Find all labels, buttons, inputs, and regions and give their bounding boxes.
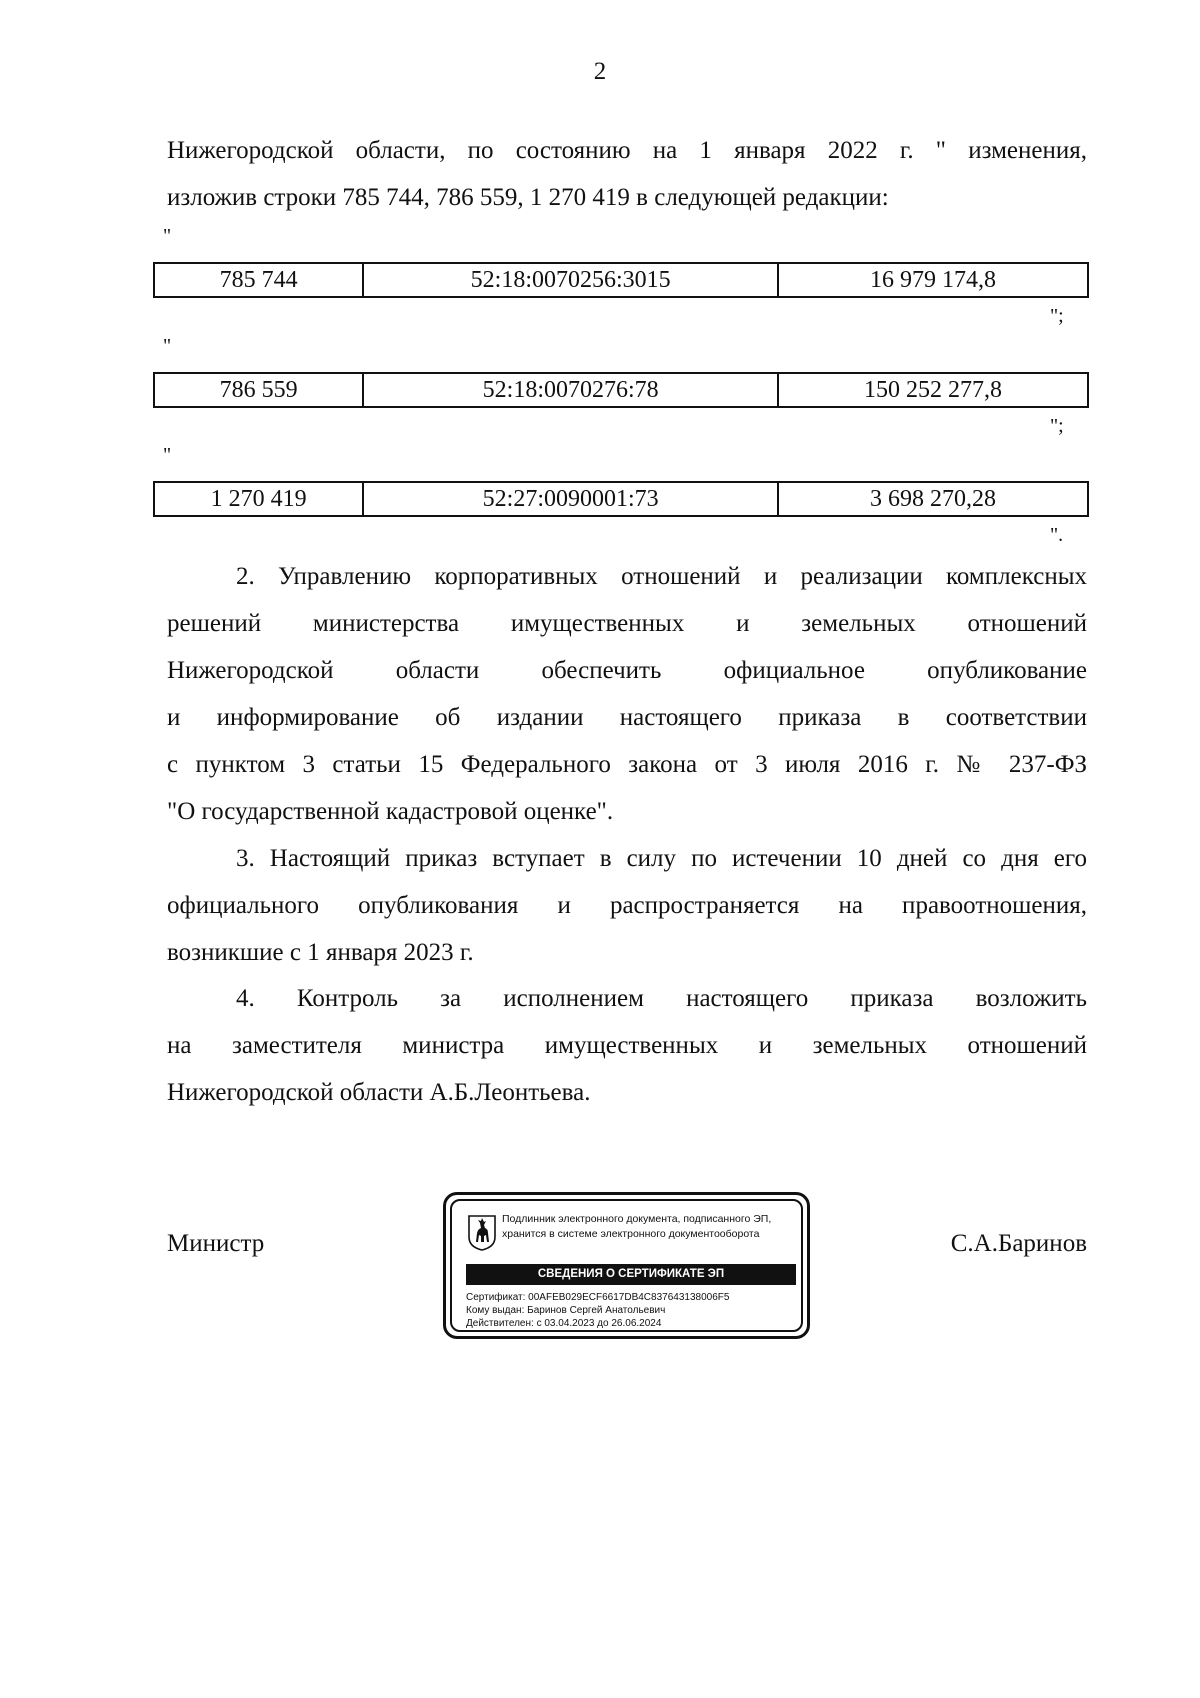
- record-table-1: [153, 262, 1089, 298]
- page-number: 2: [593, 58, 607, 85]
- cadastral-number: 52:18:0070276:78: [363, 373, 778, 407]
- signatory-name: С.А.Баринов: [950, 1230, 1087, 1257]
- table-row: [154, 482, 1088, 516]
- coat-of-arms-icon: [468, 1215, 496, 1251]
- cadastral-number: 52:27:0090001:73: [363, 482, 778, 516]
- e-signature-stamp: [443, 1192, 810, 1339]
- stamp-text-line-2: хранится в системе электронного документооборота: [502, 1228, 760, 1240]
- stamp-inner-frame: [450, 1199, 803, 1332]
- p2-line-6: "О государственной кадастровой оценке".: [167, 798, 614, 825]
- intro-line-1: Нижегородской области, по состоянию на 1 января 2022 г. " изменения,: [167, 137, 1087, 164]
- p2-line-2: решений министерства имущественных и земельных отношений: [167, 610, 1087, 637]
- record-table-3: [153, 481, 1089, 517]
- table-row: [154, 373, 1088, 407]
- close-mark-3: ".: [1050, 524, 1064, 546]
- p2-line-4: и информирование об издании настоящего приказа в соответствии: [167, 704, 1087, 731]
- cadastral-value: 150 252 277,8: [778, 373, 1088, 407]
- open-quote-2: ": [163, 335, 172, 357]
- p2-line-1: 2. Управлению корпоративных отношений и реализации комплексных: [236, 563, 1087, 590]
- p4-line-3: Нижегородской области А.Б.Леонтьева.: [167, 1079, 591, 1106]
- record-number: 785 744: [154, 263, 363, 297]
- p3-line-3: возникшие с 1 января 2023 г.: [167, 939, 474, 966]
- cadastral-value: 3 698 270,28: [778, 482, 1088, 516]
- p3-line-1: 3. Настоящий приказ вступает в силу по истечении 10 дней со дня его: [236, 845, 1087, 872]
- intro-line-2: изложив строки 785 744, 786 559, 1 270 419 в следующей редакции:: [167, 184, 889, 211]
- p2-line-5: с пунктом 3 статьи 15 Федерального закона от 3 июля 2016 г. № 237-ФЗ: [167, 751, 1087, 778]
- stamp-certificate-validity: Действителен: с 03.04.2023 до 26.06.2024: [466, 1318, 662, 1329]
- cadastral-number: 52:18:0070256:3015: [363, 263, 778, 297]
- record-number: 786 559: [154, 373, 363, 407]
- record-table-2: [153, 372, 1089, 408]
- signatory-position: Министр: [167, 1230, 265, 1257]
- close-mark-2: ";: [1050, 415, 1064, 437]
- cadastral-value: 16 979 174,8: [778, 263, 1088, 297]
- open-quote-1: ": [163, 225, 172, 247]
- stamp-certificate-id: Сертификат: 00AFEB029ECF6617DB4C837643138006F5: [466, 1292, 730, 1303]
- stamp-certificate-header: СВЕДЕНИЯ О СЕРТИФИКАТЕ ЭП: [466, 1264, 796, 1285]
- stamp-certificate-owner: Кому выдан: Баринов Сергей Анатольевич: [466, 1305, 666, 1316]
- p3-line-2: официального опубликования и распространяется на правоотношения,: [167, 892, 1087, 919]
- close-mark-1: ";: [1050, 305, 1064, 327]
- table-row: [154, 263, 1088, 297]
- open-quote-3: ": [163, 444, 172, 466]
- p2-line-3: Нижегородской области обеспечить официальное опубликование: [167, 657, 1087, 684]
- p4-line-1: 4. Контроль за исполнением настоящего приказа возложить: [236, 985, 1087, 1012]
- p4-line-2: на заместителя министра имущественных и земельных отношений: [167, 1032, 1087, 1059]
- stamp-text-line-1: Подлинник электронного документа, подписанного ЭП,: [502, 1213, 772, 1225]
- record-number: 1 270 419: [154, 482, 363, 516]
